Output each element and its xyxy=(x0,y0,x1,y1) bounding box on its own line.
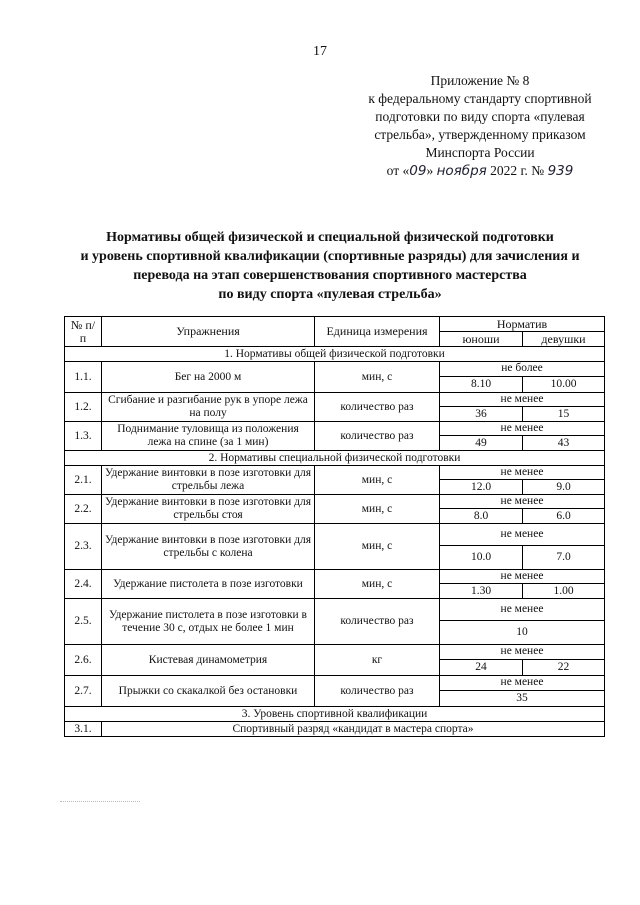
table-row xyxy=(65,422,605,436)
row-boys-value: 8.0 xyxy=(440,509,523,524)
row-num: 1.3. xyxy=(65,422,102,451)
row-exercise: Удержание винтовки в позе изготовки для стрельбы стоя xyxy=(102,495,315,524)
appendix-header xyxy=(330,72,630,180)
row-exercise: Удержание винтовки в позе изготовки для стрельбы с колена xyxy=(102,524,315,570)
row-condition: не менее xyxy=(440,393,605,407)
row-girls-value: 6.0 xyxy=(523,509,605,524)
row-boys-value: 49 xyxy=(440,436,523,451)
row-num: 3.1. xyxy=(65,722,102,737)
section-row xyxy=(65,707,605,722)
row-unit: мин, с xyxy=(315,570,440,599)
row-exercise: Поднимание туловища из положения лежа на спине (за 1 мин) xyxy=(102,422,315,451)
row-num: 2.5. xyxy=(65,599,102,645)
row-condition: не менее xyxy=(440,645,605,660)
row-boys-value: 12.0 xyxy=(440,480,523,495)
header-exercise: Упражнения xyxy=(102,317,315,347)
row-merged-value: 10 xyxy=(440,621,605,645)
row-exercise: Сгибание и разгибание рук в упоре лежа на полу xyxy=(102,393,315,422)
order-day: 09 xyxy=(409,163,427,179)
page-number: 17 xyxy=(313,44,327,59)
row-girls-value: 15 xyxy=(523,407,605,422)
row-girls-value: 1.00 xyxy=(523,584,605,599)
date-prefix: от « xyxy=(386,163,410,178)
row-unit: количество раз xyxy=(315,599,440,645)
row-unit: мин, с xyxy=(315,524,440,570)
row-unit: мин, с xyxy=(315,362,440,393)
row-num: 1.2. xyxy=(65,393,102,422)
margin-mark xyxy=(60,795,140,802)
table-row xyxy=(65,466,605,480)
row-boys-value: 24 xyxy=(440,659,523,675)
row-condition: не более xyxy=(440,362,605,377)
row-girls-value: 43 xyxy=(523,436,605,451)
row-exercise: Удержание пистолета в позе изготовки xyxy=(102,570,315,599)
row-condition: не менее xyxy=(440,570,605,584)
section-row xyxy=(65,347,605,362)
appendix-line: к федеральному стандарту спортивной xyxy=(368,91,592,106)
table-row xyxy=(65,599,605,621)
row-unit: мин, с xyxy=(315,495,440,524)
document-title xyxy=(40,228,620,304)
title-line: Нормативы общей физической и специальной физической подготовки xyxy=(106,230,554,245)
norms-table xyxy=(64,316,605,737)
qualification-row xyxy=(65,722,605,737)
row-unit: количество раз xyxy=(315,393,440,422)
order-month: ноября xyxy=(436,163,487,179)
table-row xyxy=(65,362,605,377)
row-unit: кг xyxy=(315,645,440,676)
appendix-line: подготовки по виду спорта «пулевая xyxy=(375,109,585,124)
order-year: 2022 г. № xyxy=(486,163,548,178)
row-girls-value: 10.00 xyxy=(523,376,605,392)
row-boys-value: 36 xyxy=(440,407,523,422)
appendix-line: Минспорта России xyxy=(425,145,535,160)
header-norm: Норматив xyxy=(440,317,605,332)
row-exercise: Прыжки со скакалкой без остановки xyxy=(102,676,315,707)
row-condition: не менее xyxy=(440,524,605,546)
row-unit: количество раз xyxy=(315,676,440,707)
header-girls: девушки xyxy=(523,332,605,347)
table-row xyxy=(65,393,605,407)
title-line: по виду спорта «пулевая стрельба» xyxy=(218,287,442,302)
row-girls-value: 7.0 xyxy=(523,546,605,570)
header-unit: Единица измерения xyxy=(315,317,440,347)
row-boys-value: 8.10 xyxy=(440,376,523,392)
row-condition: не менее xyxy=(440,676,605,691)
row-num: 2.2. xyxy=(65,495,102,524)
date-mid: » xyxy=(426,163,437,178)
row-boys-value: 10.0 xyxy=(440,546,523,570)
row-exercise: Кистевая динамометрия xyxy=(102,645,315,676)
table-row xyxy=(65,524,605,546)
appendix-line: стрельба», утвержденному приказом xyxy=(374,127,586,142)
row-num: 2.6. xyxy=(65,645,102,676)
row-exercise: Бег на 2000 м xyxy=(102,362,315,393)
row-unit: количество раз xyxy=(315,422,440,451)
appendix-line: Приложение № 8 xyxy=(430,73,530,88)
table-row xyxy=(65,676,605,691)
row-condition: не менее xyxy=(440,422,605,436)
row-num: 2.1. xyxy=(65,466,102,495)
section-title: 3. Уровень спортивной квалификации xyxy=(65,707,605,722)
row-girls-value: 9.0 xyxy=(523,480,605,495)
header-num: № п/п xyxy=(65,317,102,347)
title-line: перевода на этап совершенствования спортивного мастерства xyxy=(133,268,527,283)
row-condition: не менее xyxy=(440,495,605,509)
row-num: 1.1. xyxy=(65,362,102,393)
order-number: 939 xyxy=(547,163,574,179)
row-num: 2.4. xyxy=(65,570,102,599)
order-date-line xyxy=(330,162,630,180)
row-girls-value: 22 xyxy=(523,659,605,675)
row-exercise: Удержание пистолета в позе изготовки в течение 30 с, отдых не более 1 мин xyxy=(102,599,315,645)
table-header-row xyxy=(65,317,605,332)
row-boys-value: 1.30 xyxy=(440,584,523,599)
row-unit: мин, с xyxy=(315,466,440,495)
section-title: 1. Нормативы общей физической подготовки xyxy=(65,347,605,362)
row-condition: не менее xyxy=(440,466,605,480)
row-condition: не менее xyxy=(440,599,605,621)
table-row xyxy=(65,645,605,660)
row-merged-value: 35 xyxy=(440,690,605,706)
table-row xyxy=(65,495,605,509)
section-row xyxy=(65,451,605,466)
qualification-text: Спортивный разряд «кандидат в мастера спорта» xyxy=(102,722,605,737)
section-title: 2. Нормативы специальной физической подготовки xyxy=(65,451,605,466)
row-num: 2.3. xyxy=(65,524,102,570)
row-num: 2.7. xyxy=(65,676,102,707)
table-row xyxy=(65,570,605,584)
title-line: и уровень спортивной квалификации (спортивные разряды) для зачисления и xyxy=(80,249,580,264)
row-exercise: Удержание винтовки в позе изготовки для стрельбы лежа xyxy=(102,466,315,495)
header-boys: юноши xyxy=(440,332,523,347)
